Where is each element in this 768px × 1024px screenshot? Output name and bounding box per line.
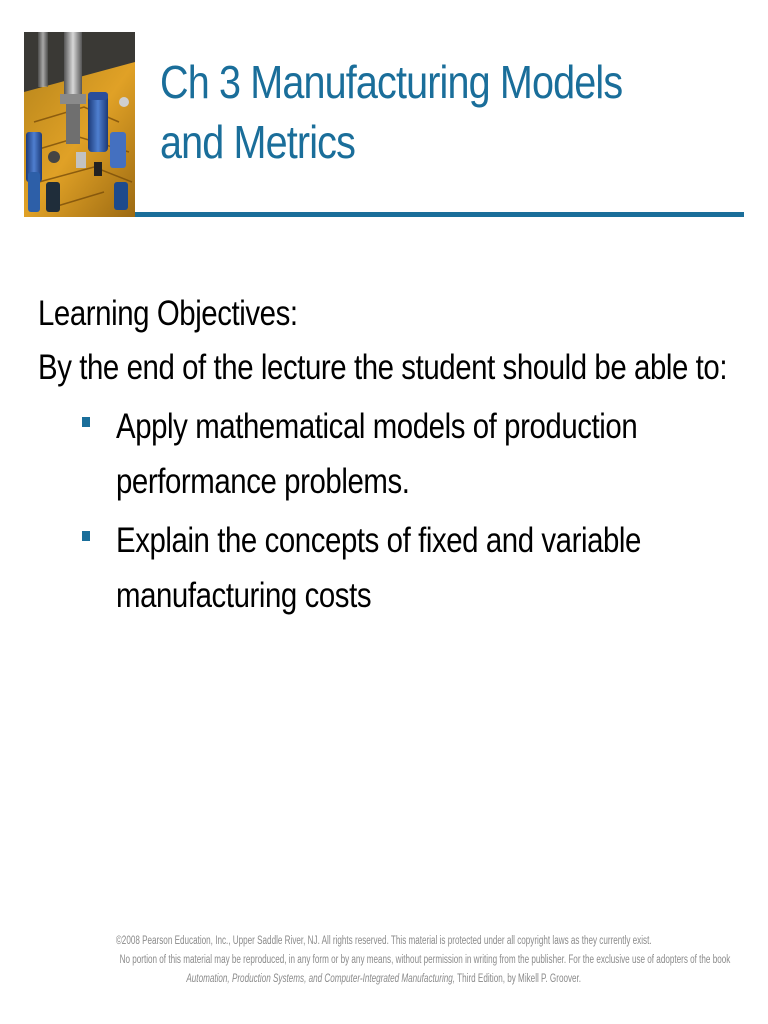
footer-line-3 (187, 970, 582, 989)
square-bullet-icon (82, 531, 90, 541)
circuit-board-image (24, 32, 135, 217)
objective-item-2-line-2: manufacturing costs (116, 576, 372, 615)
objective-item-1 (38, 399, 738, 509)
slide-body (38, 287, 738, 623)
objective-item-1-line-1: Apply mathematical models of production (116, 407, 638, 446)
slide-title-line-1: Ch 3 Manufacturing Models (160, 56, 623, 108)
footer-line-2: No portion of this material may be reproduced, in any form or by any means, without permission in writing from the publisher. For the exclusive use of adopters of the book (119, 954, 731, 966)
objective-item-2-line-1: Explain the concepts of fixed and variable (116, 521, 641, 560)
footer-line-1: ©2008 Pearson Education, Inc., Upper Saddle River, NJ. All rights reserved. This material is protected under all copyright laws as they currently exist. (116, 935, 652, 947)
footer-book-title: Automation, Production Systems, and Computer-Integrated Manufacturing, (186, 973, 456, 985)
slide-title (160, 52, 659, 172)
copyright-footer (0, 932, 768, 989)
objectives-list (38, 399, 738, 623)
footer-book-suffix: Third Edition, by Mikell P. Groover. (455, 973, 582, 985)
objective-item-1-line-2: performance problems. (116, 462, 410, 501)
objectives-intro: By the end of the lecture the student should be able to: (38, 348, 728, 387)
title-divider (135, 212, 744, 217)
slide-title-line-2: and Metrics (160, 116, 356, 168)
objectives-heading: Learning Objectives: (38, 294, 298, 333)
square-bullet-icon (82, 417, 90, 427)
objective-item-2 (38, 513, 738, 623)
